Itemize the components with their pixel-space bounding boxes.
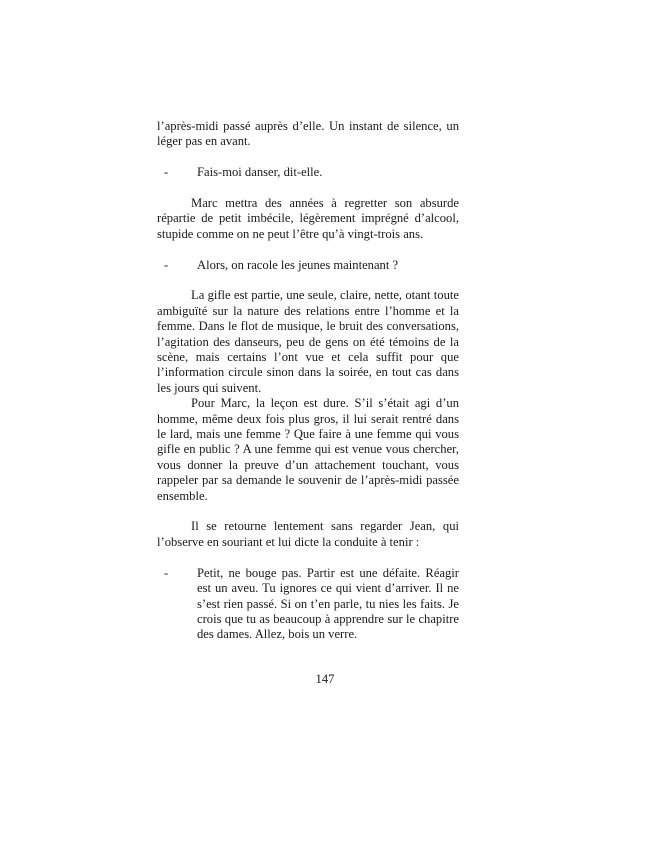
dialogue-line bbox=[157, 258, 459, 273]
spacer bbox=[157, 181, 459, 196]
dialogue-dash: - bbox=[164, 165, 169, 180]
paragraph: l’après-midi passé auprès d’elle. Un instant de silence, un léger pas en avant. bbox=[157, 119, 459, 149]
paragraph: Marc mettra des années à regretter son absurde répartie de petit imbécile, légèrement imprégné d’alcool, stupide comme on ne peut l’être qu’à vingt-trois ans. bbox=[157, 196, 459, 241]
dialogue-text: Alors, on racole les jeunes maintenant ? bbox=[197, 257, 399, 272]
spacer bbox=[157, 242, 459, 257]
spacer bbox=[157, 504, 459, 519]
dialogue-text: Fais-moi danser, dit-elle. bbox=[197, 165, 323, 180]
dialogue-text: Petit, ne bouge pas. Partir est une défaite. Réagir est un aveu. Tu ignores ce qui vient d’arriver. Il ne s’est rien passé. Si on t’en parle, tu nies les faits. Je crois que tu as beaucoup à apprendre sur le chapitre des dames. Allez, bois un verre. bbox=[197, 565, 459, 642]
dialogue-dash: - bbox=[164, 565, 169, 580]
paragraph: Pour Marc, la leçon est dure. S’il s’était agi d’un homme, même deux fois plus gros, il lui serait rentré dans le lard, mais une femme ? Que faire à une femme qui vous gifle en public ? A une femme qui est venue vous chercher, vous donner la preuve d’un attachement touchant, vous rappeler par sa demande le souvenir de l’après-midi passée ensemble. bbox=[157, 396, 459, 503]
page-body bbox=[157, 119, 459, 643]
dialogue-line bbox=[157, 566, 459, 643]
paragraph: La gifle est partie, une seule, claire, nette, otant toute ambiguïté sur la nature des relations entre l’homme et la femme. Dans le flot de musique, le bruit des conversations, l’agitation des danseurs, peu de gens on été témoins de la scène, mais certains l’ont vue et cela suffit pour que l’information circule sinon dans la soirée, en tout cas dans les jours qui suivent. bbox=[157, 288, 459, 395]
paragraph: Il se retourne lentement sans regarder Jean, qui l’observe en souriant et lui dicte la conduite à tenir : bbox=[157, 519, 459, 549]
dialogue-dash: - bbox=[164, 257, 169, 272]
spacer bbox=[157, 550, 459, 565]
page-number: 147 bbox=[315, 672, 335, 686]
spacer bbox=[157, 150, 459, 165]
spacer bbox=[157, 273, 459, 288]
dialogue-line bbox=[157, 165, 459, 180]
